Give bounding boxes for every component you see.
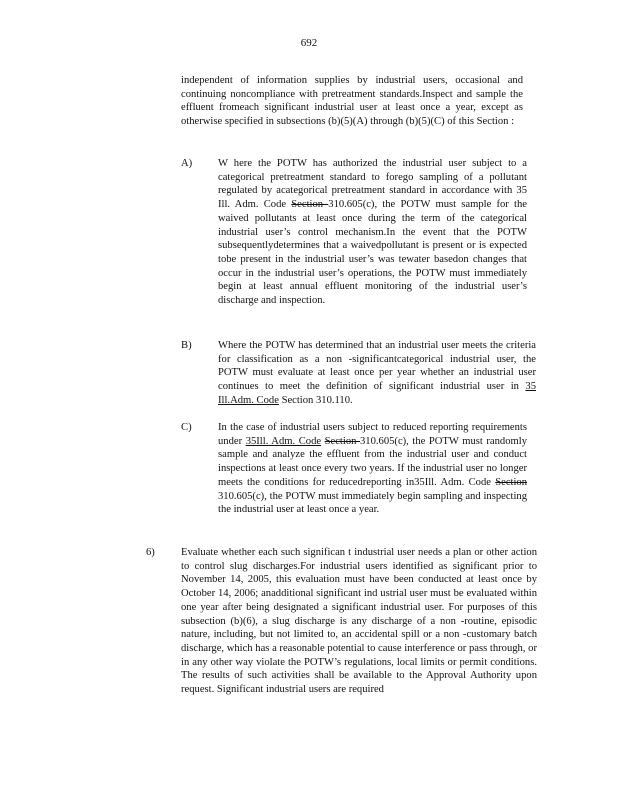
item-a-text-2: 310.605(c), the POTW must sample for the waived pollutants at least once during the term of the categorical industrial user’s control mechanism.In the event that the POTW subsequentlydetermines that a waivedpollutant is present or is expected tobe present in the industrial user’s was tewater basedon changes that occur in the industrial user’s operations, the POTW must immediately begin at least annual effluent monitoring of the industrial user’s discharge and inspection. <box>218 199 527 307</box>
item-c-underlined-citation: 35Ill. Adm. Code <box>245 435 322 447</box>
item-c-body <box>218 421 527 517</box>
item-c-text-4: 310.605(c), the POTW must immediately begin sampling and inspecting the industrial user at least once a year. <box>218 490 527 516</box>
item-a-text-1: W here the POTW has authorized the industrial user subject to a categorical pretreatment standard to forego sampling of a pollutant regulated by acategorical pretreatment standard in accordance with 35 Ill. Adm. Code <box>218 158 527 211</box>
item-c-struck-section-2: Section <box>495 476 527 488</box>
item-c-marker: C) <box>181 422 192 433</box>
item-c-struck-section-1: Section <box>324 435 360 447</box>
item-c-text-3: 310.605(c), the POTW must randomly sample and analyze the effluent from the industrial user and conduct inspections at least once every two years. If the industrial user no longer meets the conditions for reducedreporting in35Ill. Adm. Code <box>218 435 527 488</box>
item-6-body: Evaluate whether each such significan t industrial user needs a plan or other action to control slug discharges.For industrial users identified as significant prior to November 14, 2005, this evaluation must have been conducted at least once by October 14, 2006; anadditional significant ind ustrial user must be evaluated within one year after being designated a significant industrial user. For purposes of this subsection (b)(6), a slug discharge is any discharge of a non -routine, episodic nature, including, but not limited to, an accidental spill or a non -customary batch discharge, which has a reasonable potential to cause interference or pass through, or in any other way violate the POTW’s regulations, local limits or permit conditions. The results of such activities shall be available to the Approval Authority upon request. Significant industrial users are required <box>181 547 537 696</box>
item-a-body <box>218 157 527 308</box>
item-b-underlined-citation: 35 Ill.Adm. Code <box>218 381 536 406</box>
item-a-marker: A) <box>181 158 193 169</box>
item-b-marker: B) <box>181 340 192 351</box>
item-6-marker: 6) <box>146 547 155 558</box>
item-b-text-2: Section 310.110. <box>278 394 353 406</box>
item-a-struck-section: Section <box>291 199 329 211</box>
page-number: 692 <box>300 37 318 49</box>
item-c-text-1: In the case of industrial users subject to reduced reporting requirements under <box>218 422 527 447</box>
item-b-text-1: Where the POTW has determined that an industrial user meets the criteria for classification as a non -significantcategorical industrial user, the POTW must evaluate at least once per year whether an industrial user continues to meet the definition of significant industrial user in <box>218 340 536 393</box>
intro-paragraph: independent of information supplies by industrial users, occasional and continuing noncompliance with pretreatment standards.Inspect and sample the effluent fromeach significant industrial user at least once a year, except as otherwise specified in subsections (b)(5)(A) through (b)(5)(C) of this Section : <box>181 75 523 128</box>
item-b-body <box>218 339 536 408</box>
